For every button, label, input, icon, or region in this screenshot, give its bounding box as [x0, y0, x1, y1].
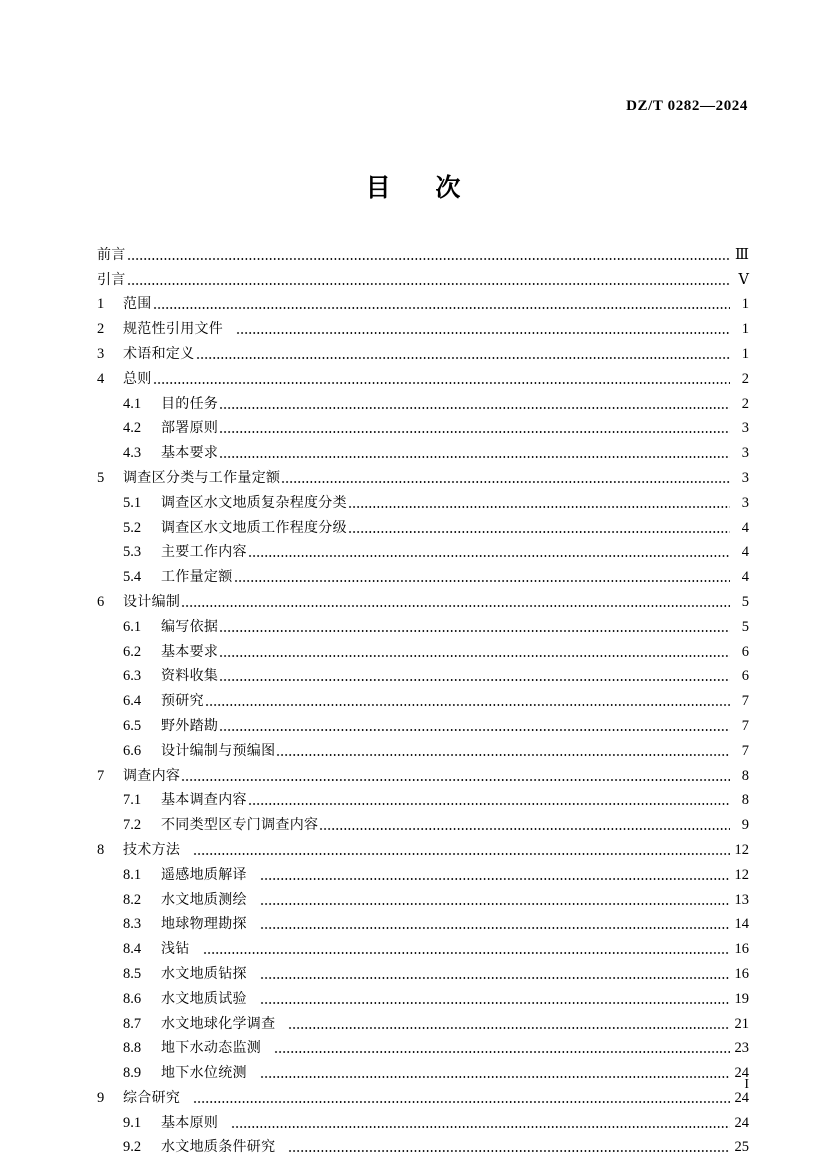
toc-entry-label: 资料收集: [161, 668, 219, 685]
toc-entry[interactable]: [97, 810, 749, 835]
toc-entry-number: 8.9: [123, 1065, 142, 1082]
toc-entry[interactable]: [97, 1108, 749, 1133]
toc-entry-number: 1: [97, 296, 105, 313]
toc-entry-page-number: 3: [741, 494, 749, 511]
toc-entry-page-number: 7: [741, 717, 749, 734]
toc-entry-page-number: 21: [734, 1015, 749, 1032]
toc-entry-page-number: 3: [741, 469, 749, 486]
toc-entry[interactable]: [97, 463, 749, 488]
toc-entry-label: 水文地质测绘: [161, 891, 247, 908]
toc-entry-number: 6.2: [123, 643, 142, 660]
toc-leader-dots: [260, 971, 730, 981]
toc-leader-dots: [219, 425, 730, 435]
toc-entry[interactable]: [97, 711, 749, 736]
toc-entry-page-number: 2: [741, 370, 749, 387]
page-title: 目 次: [365, 173, 479, 202]
toc-leader-dots: [260, 996, 730, 1006]
toc-entry-page-number: Ⅴ: [738, 271, 749, 288]
toc-entry[interactable]: [97, 761, 749, 786]
toc-entry-page-number: 14: [734, 916, 749, 933]
toc-entry-number: 8.4: [123, 941, 142, 958]
standard-number-header: DZ/T 0282—2024: [626, 98, 748, 114]
toc-leader-dots: [260, 921, 730, 931]
toc-entry-number: 5.2: [123, 519, 142, 536]
toc-entry[interactable]: [97, 538, 749, 563]
toc-entry[interactable]: [97, 414, 749, 439]
toc-leader-dots: [193, 1095, 730, 1105]
toc-entry[interactable]: [97, 389, 749, 414]
toc-entry-label: 地下水动态监测: [161, 1040, 262, 1057]
toc-leader-dots: [248, 797, 730, 807]
toc-entry-page-number: 25: [734, 1139, 749, 1156]
toc-entry[interactable]: [97, 637, 749, 662]
table-of-contents: [97, 240, 749, 1157]
toc-entry-label: 遥感地质解译: [161, 866, 247, 883]
toc-entry[interactable]: [97, 339, 749, 364]
toc-entry-page-number: 1: [741, 321, 749, 338]
toc-leader-dots: [193, 847, 730, 857]
toc-entry[interactable]: [97, 736, 749, 761]
toc-leader-dots: [127, 252, 730, 262]
toc-entry-label: 部署原则: [161, 420, 219, 437]
toc-entry-page-number: 4: [741, 544, 749, 561]
toc-entry-number: 2: [97, 321, 105, 338]
toc-entry[interactable]: [97, 885, 749, 910]
toc-leader-dots: [181, 773, 730, 783]
toc-entry-number: 8: [97, 841, 105, 858]
toc-leader-dots: [127, 277, 730, 287]
toc-entry[interactable]: [97, 1009, 749, 1034]
toc-entry[interactable]: [97, 910, 749, 935]
toc-entry-number: 8.8: [123, 1040, 142, 1057]
toc-entry-page-number: 3: [741, 445, 749, 462]
toc-entry-number: 6: [97, 593, 105, 610]
toc-entry-label: 不同类型区专门调查内容: [161, 817, 319, 834]
toc-entry-page-number: 24: [734, 1065, 749, 1082]
toc-entry-number: 4.2: [123, 420, 142, 437]
toc-leader-dots: [205, 698, 730, 708]
toc-entry-label: 调查内容: [123, 767, 181, 784]
toc-entry[interactable]: [97, 686, 749, 711]
toc-entry-label: 基本原则: [161, 1114, 219, 1131]
toc-entry-page-number: 24: [734, 1089, 749, 1106]
toc-leader-dots: [288, 1144, 730, 1154]
toc-entry-page-number: 8: [741, 792, 749, 809]
toc-entry-page-number: 16: [734, 941, 749, 958]
toc-entry-page-number: 12: [734, 866, 749, 883]
toc-entry[interactable]: [97, 265, 749, 290]
toc-entry-page-number: Ⅲ: [735, 246, 749, 263]
toc-leader-dots: [219, 624, 730, 634]
toc-entry-page-number: 19: [734, 990, 749, 1007]
toc-entry-number: 6.6: [123, 742, 142, 759]
toc-leader-dots: [319, 822, 730, 832]
toc-leader-dots: [219, 723, 730, 733]
page-number-folio: I: [744, 1077, 749, 1092]
toc-entry[interactable]: [97, 240, 749, 265]
toc-entry-label: 引言: [97, 271, 126, 288]
toc-entry-page-number: 16: [734, 965, 749, 982]
toc-entry-label: 目的任务: [161, 395, 219, 412]
toc-entry[interactable]: [97, 488, 749, 513]
toc-entry-label: 前言: [97, 246, 126, 263]
toc-entry[interactable]: [97, 562, 749, 587]
toc-entry-page-number: 23: [734, 1040, 749, 1057]
toc-entry-number: 3: [97, 345, 105, 362]
toc-entry-label: 水文地质试验: [161, 990, 247, 1007]
toc-entry-label: 地下水位统测: [161, 1065, 247, 1082]
toc-leader-dots: [274, 1045, 730, 1055]
toc-entry-page-number: 9: [741, 817, 749, 834]
toc-leader-dots: [281, 475, 730, 485]
toc-entry-number: 6.3: [123, 668, 142, 685]
toc-entry-page-number: 7: [741, 742, 749, 759]
toc-entry-label: 综合研究: [123, 1089, 181, 1106]
toc-leader-dots: [219, 450, 730, 460]
toc-entry-number: 6.5: [123, 717, 142, 734]
toc-entry-number: 9: [97, 1089, 105, 1106]
toc-leader-dots: [288, 1021, 730, 1031]
toc-leader-dots: [181, 599, 730, 609]
toc-entry-page-number: 24: [734, 1114, 749, 1131]
toc-entry-label: 基本调查内容: [161, 792, 247, 809]
toc-entry-page-number: 4: [741, 519, 749, 536]
toc-entry-label: 总则: [123, 370, 152, 387]
toc-entry-number: 9.2: [123, 1139, 142, 1156]
toc-entry-label: 工作量定额: [161, 569, 233, 586]
toc-entry-number: 4: [97, 370, 105, 387]
toc-entry[interactable]: [97, 959, 749, 984]
toc-entry-number: 4.1: [123, 395, 142, 412]
toc-entry-number: 6.1: [123, 618, 142, 635]
toc-entry[interactable]: [97, 438, 749, 463]
toc-entry[interactable]: [97, 587, 749, 612]
toc-entry-page-number: 1: [741, 296, 749, 313]
toc-leader-dots: [219, 673, 730, 683]
toc-entry[interactable]: [97, 314, 749, 339]
toc-leader-dots: [203, 946, 730, 956]
toc-leader-dots: [248, 549, 730, 559]
toc-entry-number: 5.1: [123, 494, 142, 511]
toc-entry[interactable]: [97, 1133, 749, 1158]
toc-entry[interactable]: [97, 364, 749, 389]
toc-entry-label: 范围: [123, 296, 152, 313]
toc-entry-page-number: 5: [741, 618, 749, 635]
toc-entry-number: 5: [97, 469, 105, 486]
toc-entry-label: 水文地质钻探: [161, 965, 247, 982]
toc-entry-label: 调查区分类与工作量定额: [123, 469, 281, 486]
toc-leader-dots: [153, 301, 730, 311]
toc-entry-label: 地球物理勘探: [161, 916, 247, 933]
toc-entry-page-number: 6: [741, 668, 749, 685]
toc-entry[interactable]: [97, 612, 749, 637]
toc-entry-page-number: 4: [741, 569, 749, 586]
toc-leader-dots: [219, 649, 730, 659]
toc-entry-number: 4.3: [123, 445, 142, 462]
toc-entry-number: 7.1: [123, 792, 142, 809]
toc-entry-page-number: 13: [734, 891, 749, 908]
toc-entry-page-number: 8: [741, 767, 749, 784]
toc-entry-label: 基本要求: [161, 445, 219, 462]
toc-entry-label: 预研究: [161, 693, 204, 710]
toc-entry-number: 8.6: [123, 990, 142, 1007]
toc-entry-label: 编写依据: [161, 618, 219, 635]
toc-leader-dots: [348, 500, 730, 510]
toc-entry-label: 设计编制与预编图: [161, 742, 276, 759]
toc-entry-page-number: 5: [741, 593, 749, 610]
toc-entry-number: 7: [97, 767, 105, 784]
toc-leader-dots: [231, 1120, 730, 1130]
toc-entry-number: 5.3: [123, 544, 142, 561]
toc-leader-dots: [276, 748, 730, 758]
toc-entry-label: 设计编制: [123, 593, 181, 610]
toc-entry[interactable]: [97, 860, 749, 885]
toc-entry[interactable]: [97, 984, 749, 1009]
toc-entry-label: 水文地球化学调查: [161, 1015, 276, 1032]
toc-entry-label: 规范性引用文件: [123, 321, 224, 338]
toc-entry-label: 野外踏勘: [161, 717, 219, 734]
toc-entry-label: 调查区水文地质复杂程度分类: [161, 494, 347, 511]
toc-leader-dots: [234, 574, 731, 584]
toc-entry-label: 基本要求: [161, 643, 219, 660]
toc-leader-dots: [196, 351, 731, 361]
toc-entry-page-number: 7: [741, 693, 749, 710]
toc-entry[interactable]: [97, 786, 749, 811]
toc-entry-label: 水文地质条件研究: [161, 1139, 276, 1156]
toc-entry-number: 7.2: [123, 817, 142, 834]
toc-entry-page-number: 6: [741, 643, 749, 660]
toc-entry[interactable]: [97, 513, 749, 538]
toc-entry-label: 调查区水文地质工作程度分级: [161, 519, 347, 536]
toc-entry-number: 8.1: [123, 866, 142, 883]
toc-entry[interactable]: [97, 1034, 749, 1059]
toc-entry[interactable]: [97, 662, 749, 687]
toc-entry-number: 6.4: [123, 693, 142, 710]
toc-entry-number: 8.3: [123, 916, 142, 933]
toc-entry-label: 技术方法: [123, 841, 181, 858]
toc-entry-page-number: 3: [741, 420, 749, 437]
toc-entry-number: 5.4: [123, 569, 142, 586]
toc-entry-label: 浅钻: [161, 941, 190, 958]
toc-leader-dots: [260, 872, 730, 882]
toc-leader-dots: [260, 897, 730, 907]
toc-entry-page-number: 2: [741, 395, 749, 412]
toc-leader-dots: [348, 525, 730, 535]
toc-leader-dots: [236, 326, 730, 336]
toc-entry-number: 8.5: [123, 965, 142, 982]
toc-entry-page-number: 12: [734, 841, 749, 858]
toc-leader-dots: [219, 401, 730, 411]
toc-entry[interactable]: [97, 290, 749, 315]
toc-entry[interactable]: [97, 934, 749, 959]
toc-entry-label: 术语和定义: [123, 345, 195, 362]
toc-entry[interactable]: [97, 835, 749, 860]
toc-entry-number: 8.7: [123, 1015, 142, 1032]
toc-entry-number: 9.1: [123, 1114, 142, 1131]
toc-entry-page-number: 1: [741, 345, 749, 362]
toc-entry-number: 8.2: [123, 891, 142, 908]
toc-leader-dots: [153, 376, 730, 386]
toc-entry-label: 主要工作内容: [161, 544, 247, 561]
